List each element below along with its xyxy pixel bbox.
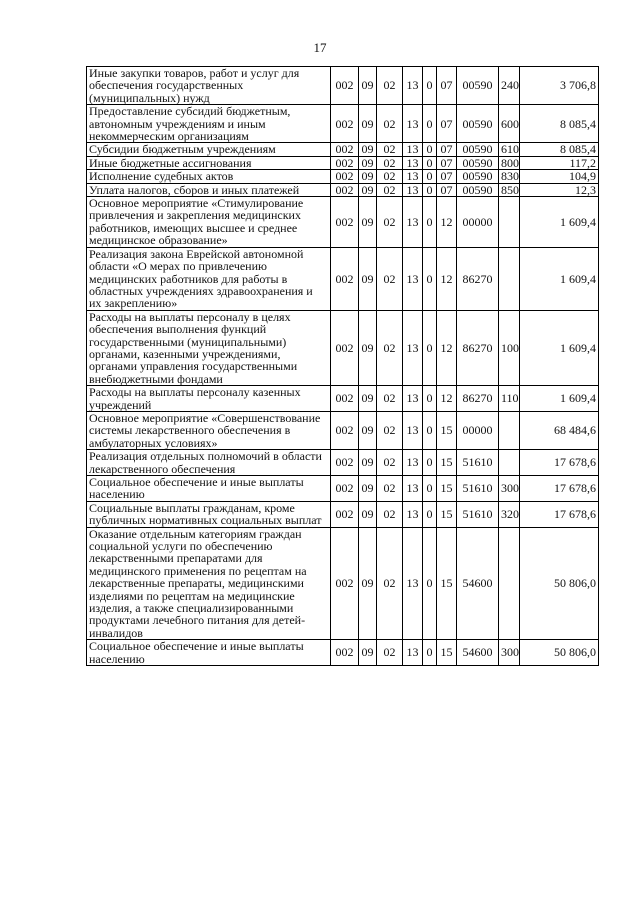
subprogram-code: 0 <box>423 143 437 156</box>
program-code: 13 <box>403 310 423 385</box>
grbs-code: 002 <box>331 247 359 310</box>
amount: 17 678,6 <box>520 450 599 476</box>
direction-code: 51610 <box>457 501 499 527</box>
expense-name: Уплата налогов, сборов и иных платежей <box>87 183 331 196</box>
grbs-code: 002 <box>331 386 359 412</box>
table-row <box>87 67 599 105</box>
grbs-code: 002 <box>331 411 359 449</box>
program-code: 13 <box>403 501 423 527</box>
amount: 1 609,4 <box>520 197 599 248</box>
program-code: 13 <box>403 450 423 476</box>
expense-name: Предоставление субсидий бюджетным, автономным учреждениям и иным некоммерческим организациям <box>87 105 331 143</box>
subsection-code: 02 <box>377 501 403 527</box>
subprogram-code: 0 <box>423 527 437 640</box>
expense-name: Иные закупки товаров, работ и услуг для обеспечения государственных (муниципальных) нужд <box>87 67 331 105</box>
grbs-code: 002 <box>331 640 359 666</box>
table-body <box>87 67 599 666</box>
amount: 17 678,6 <box>520 476 599 502</box>
direction-code: 54600 <box>457 640 499 666</box>
amount: 17 678,6 <box>520 501 599 527</box>
subsection-code: 02 <box>377 183 403 196</box>
direction-code: 00000 <box>457 197 499 248</box>
section-code: 09 <box>359 501 377 527</box>
subsection-code: 02 <box>377 386 403 412</box>
subsection-code: 02 <box>377 156 403 169</box>
amount: 117,2 <box>520 156 599 169</box>
expense-type-code: 320 <box>499 501 520 527</box>
program-code: 13 <box>403 476 423 502</box>
section-code: 09 <box>359 527 377 640</box>
activity-code: 12 <box>437 247 457 310</box>
table-row <box>87 170 599 183</box>
grbs-code: 002 <box>331 170 359 183</box>
subprogram-code: 0 <box>423 450 437 476</box>
table-row <box>87 156 599 169</box>
subprogram-code: 0 <box>423 67 437 105</box>
program-code: 13 <box>403 143 423 156</box>
subprogram-code: 0 <box>423 105 437 143</box>
expense-type-code: 240 <box>499 67 520 105</box>
subsection-code: 02 <box>377 310 403 385</box>
section-code: 09 <box>359 310 377 385</box>
expense-type-code <box>499 247 520 310</box>
subprogram-code: 0 <box>423 501 437 527</box>
program-code: 13 <box>403 197 423 248</box>
grbs-code: 002 <box>331 501 359 527</box>
expense-type-code: 800 <box>499 156 520 169</box>
expense-name: Реализация отдельных полномочий в области лекарственного обеспечения <box>87 450 331 476</box>
section-code: 09 <box>359 183 377 196</box>
program-code: 13 <box>403 640 423 666</box>
direction-code: 00590 <box>457 105 499 143</box>
direction-code: 00590 <box>457 156 499 169</box>
grbs-code: 002 <box>331 476 359 502</box>
amount: 1 609,4 <box>520 247 599 310</box>
subsection-code: 02 <box>377 197 403 248</box>
table-row <box>87 476 599 502</box>
grbs-code: 002 <box>331 156 359 169</box>
direction-code: 54600 <box>457 527 499 640</box>
activity-code: 07 <box>437 183 457 196</box>
program-code: 13 <box>403 156 423 169</box>
activity-code: 07 <box>437 143 457 156</box>
subprogram-code: 0 <box>423 170 437 183</box>
section-code: 09 <box>359 450 377 476</box>
grbs-code: 002 <box>331 143 359 156</box>
section-code: 09 <box>359 67 377 105</box>
expense-name: Расходы на выплаты персоналу в целях обеспечения выполнения функций государственными (муниципальными) органами, казенными учреждениями, органами управления государственными внебюджетными фондами <box>87 310 331 385</box>
expense-name: Основное мероприятие «Совершенствование системы лекарственного обеспечения в амбулаторных условиях» <box>87 411 331 449</box>
direction-code: 00000 <box>457 411 499 449</box>
subprogram-code: 0 <box>423 411 437 449</box>
program-code: 13 <box>403 183 423 196</box>
direction-code: 86270 <box>457 310 499 385</box>
amount: 8 085,4 <box>520 143 599 156</box>
subsection-code: 02 <box>377 411 403 449</box>
table-row <box>87 310 599 385</box>
table-row <box>87 105 599 143</box>
program-code: 13 <box>403 105 423 143</box>
expense-type-code: 600 <box>499 105 520 143</box>
activity-code: 07 <box>437 105 457 143</box>
grbs-code: 002 <box>331 105 359 143</box>
table-row <box>87 411 599 449</box>
program-code: 13 <box>403 411 423 449</box>
table-row <box>87 640 599 666</box>
subprogram-code: 0 <box>423 156 437 169</box>
amount: 68 484,6 <box>520 411 599 449</box>
direction-code: 00590 <box>457 67 499 105</box>
grbs-code: 002 <box>331 183 359 196</box>
expense-type-code <box>499 527 520 640</box>
expense-type-code: 850 <box>499 183 520 196</box>
table-row <box>87 501 599 527</box>
direction-code: 00590 <box>457 143 499 156</box>
subsection-code: 02 <box>377 450 403 476</box>
section-code: 09 <box>359 640 377 666</box>
expense-name: Оказание отдельным категориям граждан социальной услуги по обеспечению лекарственными препаратами для медицинского применения по рецептам на лекарственные препараты, медицинскими изделиями по рецептам на медицинские изделия, а также специализированными продуктами лечебного питания для детей-инвалидов <box>87 527 331 640</box>
section-code: 09 <box>359 105 377 143</box>
activity-code: 07 <box>437 170 457 183</box>
expense-name: Социальное обеспечение и иные выплаты населению <box>87 476 331 502</box>
section-code: 09 <box>359 247 377 310</box>
section-code: 09 <box>359 476 377 502</box>
amount: 50 806,0 <box>520 640 599 666</box>
program-code: 13 <box>403 247 423 310</box>
section-code: 09 <box>359 197 377 248</box>
subprogram-code: 0 <box>423 197 437 248</box>
grbs-code: 002 <box>331 197 359 248</box>
section-code: 09 <box>359 170 377 183</box>
grbs-code: 002 <box>331 310 359 385</box>
expense-name: Социальные выплаты гражданам, кроме публичных нормативных социальных выплат <box>87 501 331 527</box>
activity-code: 15 <box>437 476 457 502</box>
amount: 3 706,8 <box>520 67 599 105</box>
expense-name: Иные бюджетные ассигнования <box>87 156 331 169</box>
table-row <box>87 450 599 476</box>
expense-name: Исполнение судебных актов <box>87 170 331 183</box>
page-number: 17 <box>313 40 327 55</box>
table-row <box>87 183 599 196</box>
table-row <box>87 247 599 310</box>
activity-code: 12 <box>437 310 457 385</box>
subprogram-code: 0 <box>423 247 437 310</box>
expense-name: Основное мероприятие «Стимулирование привлечения и закрепления медицинских работников, имеющих высшее и среднее медицинское образование» <box>87 197 331 248</box>
expense-name: Реализация закона Еврейской автономной области «О мерах по привлечению медицинских работников для работы в областных учреждениях здравоохранения и их закреплению» <box>87 247 331 310</box>
expense-type-code: 830 <box>499 170 520 183</box>
amount: 8 085,4 <box>520 105 599 143</box>
grbs-code: 002 <box>331 450 359 476</box>
expense-type-code <box>499 197 520 248</box>
expense-type-code: 300 <box>499 476 520 502</box>
table-row <box>87 197 599 248</box>
subsection-code: 02 <box>377 247 403 310</box>
section-code: 09 <box>359 143 377 156</box>
direction-code: 86270 <box>457 386 499 412</box>
subsection-code: 02 <box>377 143 403 156</box>
activity-code: 12 <box>437 197 457 248</box>
direction-code: 00590 <box>457 183 499 196</box>
activity-code: 15 <box>437 527 457 640</box>
activity-code: 15 <box>437 501 457 527</box>
amount: 104,9 <box>520 170 599 183</box>
grbs-code: 002 <box>331 527 359 640</box>
amount: 1 609,4 <box>520 310 599 385</box>
subprogram-code: 0 <box>423 476 437 502</box>
expense-type-code <box>499 411 520 449</box>
activity-code: 15 <box>437 411 457 449</box>
activity-code: 12 <box>437 386 457 412</box>
subprogram-code: 0 <box>423 386 437 412</box>
expense-type-code: 110 <box>499 386 520 412</box>
budget-table <box>86 66 599 666</box>
subsection-code: 02 <box>377 640 403 666</box>
section-code: 09 <box>359 156 377 169</box>
expense-name: Расходы на выплаты персоналу казенных учреждений <box>87 386 331 412</box>
subsection-code: 02 <box>377 67 403 105</box>
program-code: 13 <box>403 527 423 640</box>
activity-code: 07 <box>437 156 457 169</box>
expense-type-code: 300 <box>499 640 520 666</box>
direction-code: 86270 <box>457 247 499 310</box>
expense-type-code: 610 <box>499 143 520 156</box>
subsection-code: 02 <box>377 527 403 640</box>
program-code: 13 <box>403 170 423 183</box>
table-row <box>87 143 599 156</box>
expense-name: Социальное обеспечение и иные выплаты населению <box>87 640 331 666</box>
activity-code: 15 <box>437 640 457 666</box>
activity-code: 07 <box>437 67 457 105</box>
expense-name: Субсидии бюджетным учреждениям <box>87 143 331 156</box>
grbs-code: 002 <box>331 67 359 105</box>
amount: 50 806,0 <box>520 527 599 640</box>
program-code: 13 <box>403 67 423 105</box>
section-code: 09 <box>359 386 377 412</box>
subprogram-code: 0 <box>423 183 437 196</box>
direction-code: 51610 <box>457 476 499 502</box>
subprogram-code: 0 <box>423 310 437 385</box>
direction-code: 00590 <box>457 170 499 183</box>
program-code: 13 <box>403 386 423 412</box>
subprogram-code: 0 <box>423 640 437 666</box>
amount: 1 609,4 <box>520 386 599 412</box>
subsection-code: 02 <box>377 476 403 502</box>
subsection-code: 02 <box>377 105 403 143</box>
expense-type-code <box>499 450 520 476</box>
table-row <box>87 386 599 412</box>
activity-code: 15 <box>437 450 457 476</box>
table-row <box>87 527 599 640</box>
direction-code: 51610 <box>457 450 499 476</box>
section-code: 09 <box>359 411 377 449</box>
subsection-code: 02 <box>377 170 403 183</box>
expense-type-code: 100 <box>499 310 520 385</box>
amount: 12,3 <box>520 183 599 196</box>
